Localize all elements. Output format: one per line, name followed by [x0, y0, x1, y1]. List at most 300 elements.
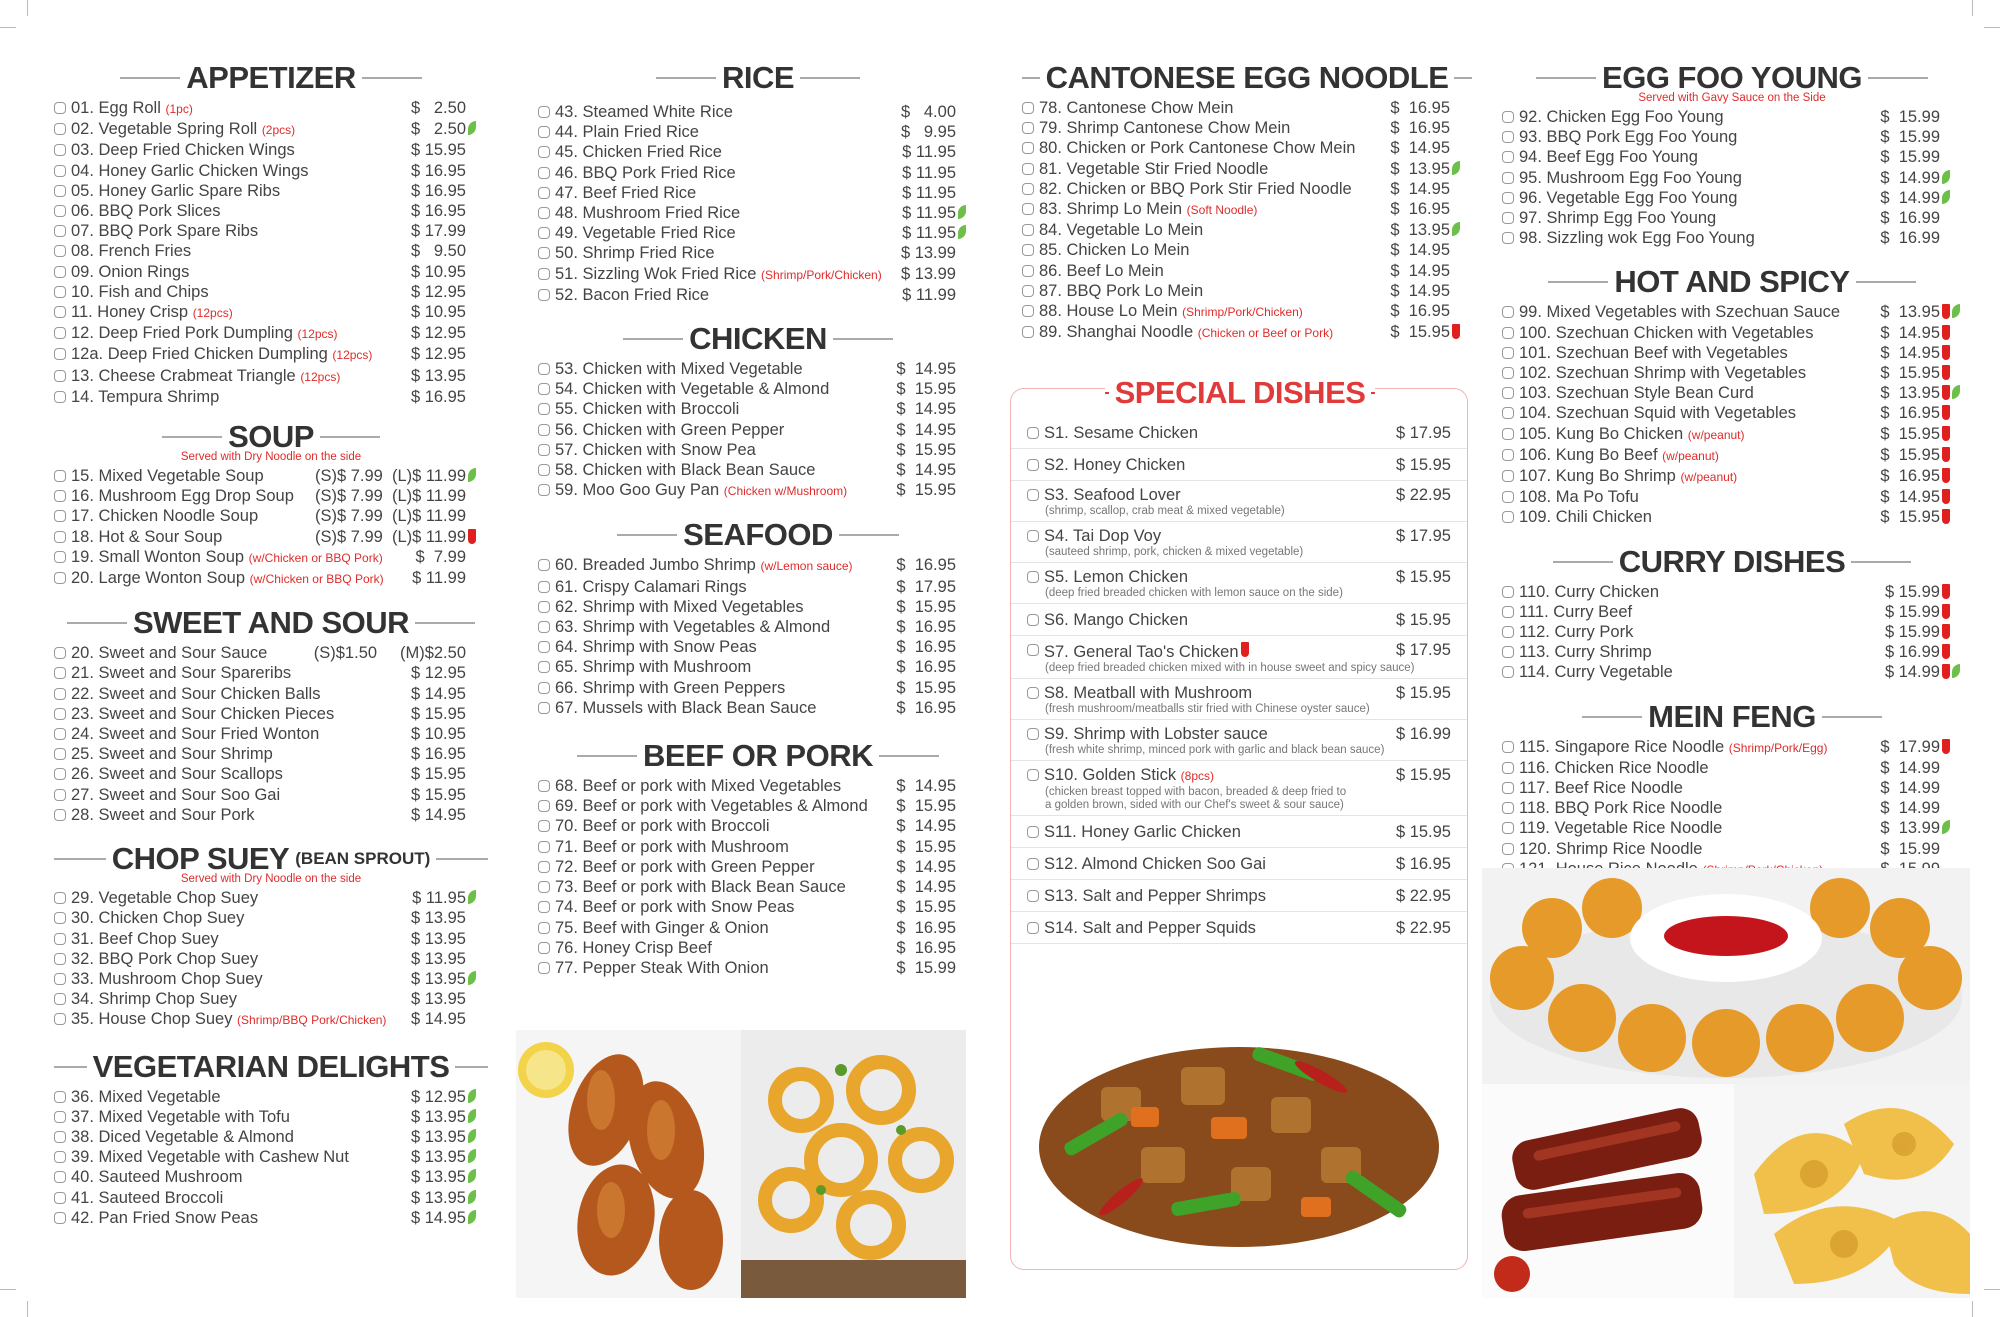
dietary-icons: [466, 466, 488, 482]
menu-item[interactable]: [1502, 343, 1962, 363]
special-dish[interactable]: [1011, 417, 1467, 449]
menu-item[interactable]: [54, 724, 488, 744]
special-dish[interactable]: [1011, 449, 1467, 481]
menu-item[interactable]: [54, 140, 488, 160]
order-checkbox[interactable]: [1027, 644, 1039, 656]
order-checkbox[interactable]: [538, 601, 550, 613]
dietary-icons: [466, 1087, 488, 1103]
menu-item[interactable]: [1502, 818, 1962, 838]
order-checkbox[interactable]: [1022, 163, 1034, 175]
item-price: $ 12.95: [410, 282, 466, 301]
order-checkbox[interactable]: [538, 289, 550, 301]
menu-item[interactable]: [54, 262, 488, 282]
menu-item[interactable]: [538, 440, 978, 460]
order-checkbox[interactable]: [54, 510, 66, 522]
item-name: [555, 264, 901, 285]
order-checkbox[interactable]: [54, 551, 66, 563]
item-name: [71, 805, 411, 825]
order-checkbox[interactable]: [54, 933, 66, 945]
order-checkbox[interactable]: [54, 892, 66, 904]
order-checkbox[interactable]: [538, 403, 550, 415]
order-checkbox[interactable]: [1027, 826, 1039, 838]
menu-item[interactable]: [54, 805, 488, 825]
order-checkbox[interactable]: [54, 789, 66, 801]
menu-item[interactable]: [538, 698, 978, 718]
order-checkbox[interactable]: [1502, 428, 1514, 440]
menu-item[interactable]: [1502, 642, 1962, 662]
menu-item[interactable]: [538, 857, 978, 877]
special-dish[interactable]: [1011, 816, 1467, 848]
order-checkbox[interactable]: [1022, 203, 1034, 215]
menu-item[interactable]: [1022, 199, 1472, 220]
menu-item[interactable]: [54, 764, 488, 784]
order-checkbox[interactable]: [538, 559, 550, 571]
menu-item[interactable]: [1502, 582, 1962, 602]
order-checkbox[interactable]: [1502, 782, 1514, 794]
order-checkbox[interactable]: [538, 780, 550, 792]
order-checkbox[interactable]: [54, 391, 66, 403]
menu-item[interactable]: [54, 547, 488, 568]
order-checkbox[interactable]: [54, 102, 66, 114]
order-checkbox[interactable]: [538, 641, 550, 653]
menu-item[interactable]: [54, 302, 488, 323]
order-checkbox[interactable]: [54, 225, 66, 237]
order-checkbox[interactable]: [538, 383, 550, 395]
menu-item[interactable]: [54, 949, 488, 969]
order-checkbox[interactable]: [1502, 762, 1514, 774]
menu-item[interactable]: [538, 399, 978, 419]
order-checkbox[interactable]: [1027, 687, 1039, 699]
menu-item[interactable]: [54, 344, 488, 365]
order-checkbox[interactable]: [54, 266, 66, 278]
order-checkbox[interactable]: [1502, 626, 1514, 638]
menu-item[interactable]: [538, 958, 978, 978]
order-checkbox[interactable]: [538, 464, 550, 476]
menu-item[interactable]: [54, 466, 488, 486]
menu-item[interactable]: [538, 617, 978, 637]
menu-item[interactable]: [538, 163, 978, 183]
order-checkbox[interactable]: [54, 647, 66, 659]
menu-item[interactable]: [538, 877, 978, 897]
item-name-text: 51. Sizzling Wok Fried Rice: [555, 264, 757, 283]
order-checkbox[interactable]: [54, 1131, 66, 1143]
order-checkbox[interactable]: [54, 912, 66, 924]
order-checkbox[interactable]: [1027, 769, 1039, 781]
menu-item[interactable]: [538, 776, 978, 796]
order-checkbox[interactable]: [1502, 306, 1514, 318]
menu-item[interactable]: [538, 480, 978, 501]
menu-item[interactable]: [1502, 622, 1962, 642]
menu-item[interactable]: [54, 1208, 488, 1228]
menu-item[interactable]: [54, 744, 488, 764]
order-checkbox[interactable]: [54, 953, 66, 965]
order-checkbox[interactable]: [54, 1013, 66, 1025]
menu-item[interactable]: [1502, 445, 1962, 466]
order-checkbox[interactable]: [538, 661, 550, 673]
order-checkbox[interactable]: [538, 146, 550, 158]
order-checkbox[interactable]: [1502, 232, 1514, 244]
menu-item[interactable]: [54, 241, 488, 261]
item-name: [1519, 737, 1880, 758]
menu-item[interactable]: [54, 201, 488, 221]
item-name: [71, 506, 315, 526]
menu-item[interactable]: [54, 98, 488, 119]
order-checkbox[interactable]: [538, 682, 550, 694]
menu-item[interactable]: [538, 285, 978, 305]
order-checkbox[interactable]: [538, 484, 550, 496]
order-checkbox[interactable]: [1027, 427, 1039, 439]
order-checkbox[interactable]: [54, 123, 66, 135]
order-checkbox[interactable]: [538, 581, 550, 593]
menu-item[interactable]: [1502, 363, 1962, 383]
menu-item[interactable]: [1502, 188, 1962, 208]
menu-item[interactable]: [54, 1127, 488, 1147]
menu-item[interactable]: [54, 323, 488, 344]
order-checkbox[interactable]: [54, 205, 66, 217]
order-checkbox[interactable]: [538, 444, 550, 456]
special-dish[interactable]: [1011, 679, 1467, 720]
special-dish[interactable]: [1011, 563, 1467, 604]
menu-item[interactable]: [1022, 98, 1472, 118]
order-checkbox[interactable]: [1502, 407, 1514, 419]
item-name: [1519, 839, 1880, 859]
menu-item[interactable]: [54, 908, 488, 928]
special-dish[interactable]: [1011, 912, 1467, 944]
menu-item[interactable]: [1502, 228, 1962, 248]
order-checkbox[interactable]: [1022, 142, 1034, 154]
order-checkbox[interactable]: [1502, 802, 1514, 814]
menu-item[interactable]: [538, 379, 978, 399]
order-checkbox[interactable]: [54, 531, 66, 543]
menu-item[interactable]: [538, 223, 978, 243]
order-checkbox[interactable]: [54, 1212, 66, 1224]
order-checkbox[interactable]: [1022, 326, 1034, 338]
item-name-text: 07. BBQ Pork Spare Ribs: [71, 222, 259, 241]
menu-item[interactable]: [1502, 758, 1962, 778]
order-checkbox[interactable]: [538, 268, 550, 280]
order-checkbox[interactable]: [1502, 367, 1514, 379]
order-checkbox[interactable]: [54, 572, 66, 584]
menu-item[interactable]: [1502, 737, 1962, 758]
menu-item[interactable]: [1022, 261, 1472, 281]
menu-item[interactable]: [538, 897, 978, 917]
menu-item[interactable]: [54, 506, 488, 526]
menu-item[interactable]: [1502, 778, 1962, 798]
menu-item[interactable]: [1022, 138, 1472, 158]
order-checkbox[interactable]: [1022, 183, 1034, 195]
order-checkbox[interactable]: [54, 809, 66, 821]
item-name: [71, 262, 411, 282]
order-checkbox[interactable]: [54, 973, 66, 985]
order-checkbox[interactable]: [1027, 571, 1039, 583]
order-checkbox[interactable]: [54, 1192, 66, 1204]
order-checkbox[interactable]: [1502, 511, 1514, 523]
item-price: $ 14.99: [1880, 779, 1940, 798]
menu-item[interactable]: [54, 663, 488, 683]
order-checkbox[interactable]: [538, 820, 550, 832]
order-checkbox[interactable]: [1502, 843, 1514, 855]
menu-item[interactable]: [54, 929, 488, 949]
order-checkbox[interactable]: [538, 800, 550, 812]
menu-item[interactable]: [1502, 602, 1962, 622]
order-checkbox[interactable]: [1022, 265, 1034, 277]
order-checkbox[interactable]: [538, 247, 550, 259]
menu-item[interactable]: [54, 119, 488, 140]
order-checkbox[interactable]: [1022, 224, 1034, 236]
order-checkbox[interactable]: [538, 901, 550, 913]
menu-item[interactable]: [538, 657, 978, 677]
menu-item[interactable]: [1022, 179, 1472, 199]
menu-item[interactable]: [1502, 839, 1962, 859]
menu-item[interactable]: [538, 597, 978, 617]
menu-item[interactable]: [54, 1087, 488, 1107]
order-checkbox[interactable]: [54, 370, 66, 382]
menu-section: [54, 839, 488, 1030]
menu-item[interactable]: [54, 486, 488, 506]
item-name-text: 12. Deep Fried Pork Dumpling: [71, 324, 293, 343]
order-checkbox[interactable]: [54, 708, 66, 720]
item-price: $ 13.99: [1880, 819, 1940, 838]
order-checkbox[interactable]: [1502, 586, 1514, 598]
menu-item[interactable]: [1022, 301, 1472, 322]
order-checkbox[interactable]: [1022, 122, 1034, 134]
order-checkbox[interactable]: [1502, 151, 1514, 163]
order-checkbox[interactable]: [1502, 111, 1514, 123]
order-checkbox[interactable]: [54, 1091, 66, 1103]
order-checkbox[interactable]: [1502, 347, 1514, 359]
menu-item[interactable]: [54, 282, 488, 302]
order-checkbox[interactable]: [538, 702, 550, 714]
menu-item[interactable]: [1502, 662, 1962, 682]
order-checkbox[interactable]: [54, 728, 66, 740]
order-checkbox[interactable]: [538, 922, 550, 934]
section-title: HOT AND SPICY: [1614, 264, 1850, 300]
menu-item[interactable]: [54, 989, 488, 1009]
order-checkbox[interactable]: [54, 490, 66, 502]
menu-item[interactable]: [54, 221, 488, 241]
menu-item[interactable]: [1022, 240, 1472, 260]
section-title: CHOP SUEY: [111, 841, 290, 877]
menu-item[interactable]: [54, 684, 488, 704]
order-checkbox[interactable]: [538, 126, 550, 138]
menu-item[interactable]: [1502, 107, 1962, 127]
order-checkbox[interactable]: [538, 227, 550, 239]
menu-item[interactable]: [1502, 466, 1962, 487]
menu-item[interactable]: [538, 264, 978, 285]
order-checkbox[interactable]: [1502, 741, 1514, 753]
menu-item[interactable]: [538, 837, 978, 857]
menu-item[interactable]: [54, 643, 488, 663]
menu-item[interactable]: [1022, 281, 1472, 301]
dietary-icons: [466, 888, 488, 904]
order-checkbox[interactable]: [1502, 491, 1514, 503]
item-name: [555, 796, 896, 816]
menu-item[interactable]: [54, 181, 488, 201]
order-checkbox[interactable]: [1502, 131, 1514, 143]
special-dish[interactable]: [1011, 522, 1467, 563]
order-checkbox[interactable]: [538, 861, 550, 873]
menu-item[interactable]: [54, 888, 488, 908]
menu-item[interactable]: [538, 122, 978, 142]
order-checkbox[interactable]: [1502, 822, 1514, 834]
order-checkbox[interactable]: [538, 942, 550, 954]
order-checkbox[interactable]: [538, 621, 550, 633]
special-dish[interactable]: [1011, 636, 1467, 679]
order-checkbox[interactable]: [1502, 172, 1514, 184]
order-checkbox[interactable]: [54, 348, 66, 360]
menu-item[interactable]: [54, 1009, 488, 1030]
order-checkbox[interactable]: [1022, 102, 1034, 114]
order-checkbox[interactable]: [54, 748, 66, 760]
menu-item[interactable]: [538, 142, 978, 162]
menu-item[interactable]: [538, 243, 978, 263]
menu-item[interactable]: [1022, 118, 1472, 138]
menu-item[interactable]: [1022, 322, 1472, 343]
menu-item[interactable]: [54, 969, 488, 989]
order-checkbox[interactable]: [1027, 459, 1039, 471]
order-checkbox[interactable]: [1022, 285, 1034, 297]
order-checkbox[interactable]: [1022, 244, 1034, 256]
menu-item[interactable]: [538, 420, 978, 440]
order-checkbox[interactable]: [1502, 666, 1514, 678]
section-title-suffix: (BEAN SPROUT): [295, 849, 431, 869]
order-checkbox[interactable]: [54, 306, 66, 318]
special-dish[interactable]: [1011, 481, 1467, 522]
order-checkbox[interactable]: [54, 165, 66, 177]
special-dish[interactable]: [1011, 761, 1467, 816]
menu-item[interactable]: [538, 555, 978, 576]
order-checkbox[interactable]: [1502, 387, 1514, 399]
order-checkbox[interactable]: [1502, 470, 1514, 482]
item-name: [555, 399, 896, 419]
menu-item[interactable]: [54, 704, 488, 724]
menu-item[interactable]: [538, 102, 978, 122]
menu-item[interactable]: [538, 816, 978, 836]
menu-item[interactable]: [54, 568, 488, 589]
menu-item[interactable]: [538, 183, 978, 203]
menu-item[interactable]: [538, 203, 978, 223]
order-checkbox[interactable]: [1502, 212, 1514, 224]
order-checkbox[interactable]: [1027, 858, 1039, 870]
special-dish[interactable]: [1011, 604, 1467, 636]
item-price: $ 13.99: [900, 244, 956, 263]
heading-rule: [54, 1066, 87, 1068]
menu-item[interactable]: [54, 1147, 488, 1167]
order-checkbox[interactable]: [54, 286, 66, 298]
menu-item[interactable]: [54, 1107, 488, 1127]
order-checkbox[interactable]: [1027, 890, 1039, 902]
order-checkbox[interactable]: [54, 470, 66, 482]
item-name-text: 59. Moo Goo Guy Pan: [555, 481, 720, 500]
menu-item[interactable]: [1502, 208, 1962, 228]
menu-item[interactable]: [538, 637, 978, 657]
menu-item[interactable]: [54, 1167, 488, 1187]
order-checkbox[interactable]: [1502, 449, 1514, 461]
special-dish[interactable]: [1011, 848, 1467, 880]
order-checkbox[interactable]: [54, 667, 66, 679]
menu-item[interactable]: [538, 359, 978, 379]
order-checkbox[interactable]: [1027, 922, 1039, 934]
special-dish[interactable]: [1011, 880, 1467, 912]
order-checkbox[interactable]: [54, 1151, 66, 1163]
menu-item[interactable]: [538, 678, 978, 698]
menu-item[interactable]: [54, 527, 488, 547]
menu-item[interactable]: [1502, 403, 1962, 423]
menu-item[interactable]: [538, 460, 978, 480]
menu-item[interactable]: [538, 796, 978, 816]
menu-item[interactable]: [54, 366, 488, 387]
menu-item[interactable]: [1502, 487, 1962, 507]
menu-item[interactable]: [1022, 159, 1472, 179]
order-checkbox[interactable]: [538, 962, 550, 974]
menu-item[interactable]: [1502, 168, 1962, 188]
menu-item[interactable]: [54, 785, 488, 805]
special-dish-row: [1027, 423, 1451, 443]
item-name-text: 105. Kung Bo Chicken: [1519, 424, 1684, 443]
order-checkbox[interactable]: [1027, 489, 1039, 501]
order-checkbox[interactable]: [1027, 614, 1039, 626]
order-checkbox[interactable]: [538, 167, 550, 179]
menu-item[interactable]: [54, 387, 488, 407]
menu-item[interactable]: [1502, 507, 1962, 527]
menu-item[interactable]: [1502, 383, 1962, 403]
menu-item[interactable]: [538, 577, 978, 597]
order-checkbox[interactable]: [1502, 327, 1514, 339]
order-checkbox[interactable]: [54, 768, 66, 780]
menu-item[interactable]: [1502, 323, 1962, 343]
order-checkbox[interactable]: [538, 207, 550, 219]
order-checkbox[interactable]: [1502, 646, 1514, 658]
order-checkbox[interactable]: [54, 144, 66, 156]
order-checkbox[interactable]: [54, 327, 66, 339]
item-name: [1519, 818, 1880, 838]
order-checkbox[interactable]: [538, 187, 550, 199]
order-checkbox[interactable]: [538, 363, 550, 375]
special-dish[interactable]: [1011, 720, 1467, 761]
special-dish-row: [1027, 724, 1451, 744]
order-checkbox[interactable]: [1022, 305, 1034, 317]
item-name-text: 26. Sweet and Sour Scallops: [71, 765, 283, 784]
dietary-icons: [466, 1147, 488, 1163]
order-checkbox[interactable]: [54, 1171, 66, 1183]
order-checkbox[interactable]: [538, 424, 550, 436]
order-checkbox[interactable]: [538, 841, 550, 853]
item-price: $ 16.95: [896, 556, 956, 575]
order-checkbox[interactable]: [538, 881, 550, 893]
menu-item[interactable]: [1502, 147, 1962, 167]
order-checkbox[interactable]: [54, 185, 66, 197]
menu-item[interactable]: [538, 938, 978, 958]
order-checkbox[interactable]: [54, 245, 66, 257]
order-checkbox[interactable]: [538, 106, 550, 118]
order-checkbox[interactable]: [1502, 606, 1514, 618]
order-checkbox[interactable]: [1502, 192, 1514, 204]
item-name-text: 84. Vegetable Lo Mein: [1039, 221, 1204, 240]
order-checkbox[interactable]: [54, 688, 66, 700]
menu-item[interactable]: [54, 161, 488, 181]
menu-item[interactable]: [1502, 424, 1962, 445]
order-checkbox[interactable]: [1027, 530, 1039, 542]
menu-item[interactable]: [1502, 127, 1962, 147]
menu-item[interactable]: [54, 1188, 488, 1208]
order-checkbox[interactable]: [1027, 728, 1039, 740]
menu-item[interactable]: [538, 918, 978, 938]
menu-item[interactable]: [1502, 302, 1962, 322]
order-checkbox[interactable]: [54, 993, 66, 1005]
menu-item[interactable]: [1022, 220, 1472, 240]
menu-item[interactable]: [1502, 798, 1962, 818]
order-checkbox[interactable]: [54, 1111, 66, 1123]
